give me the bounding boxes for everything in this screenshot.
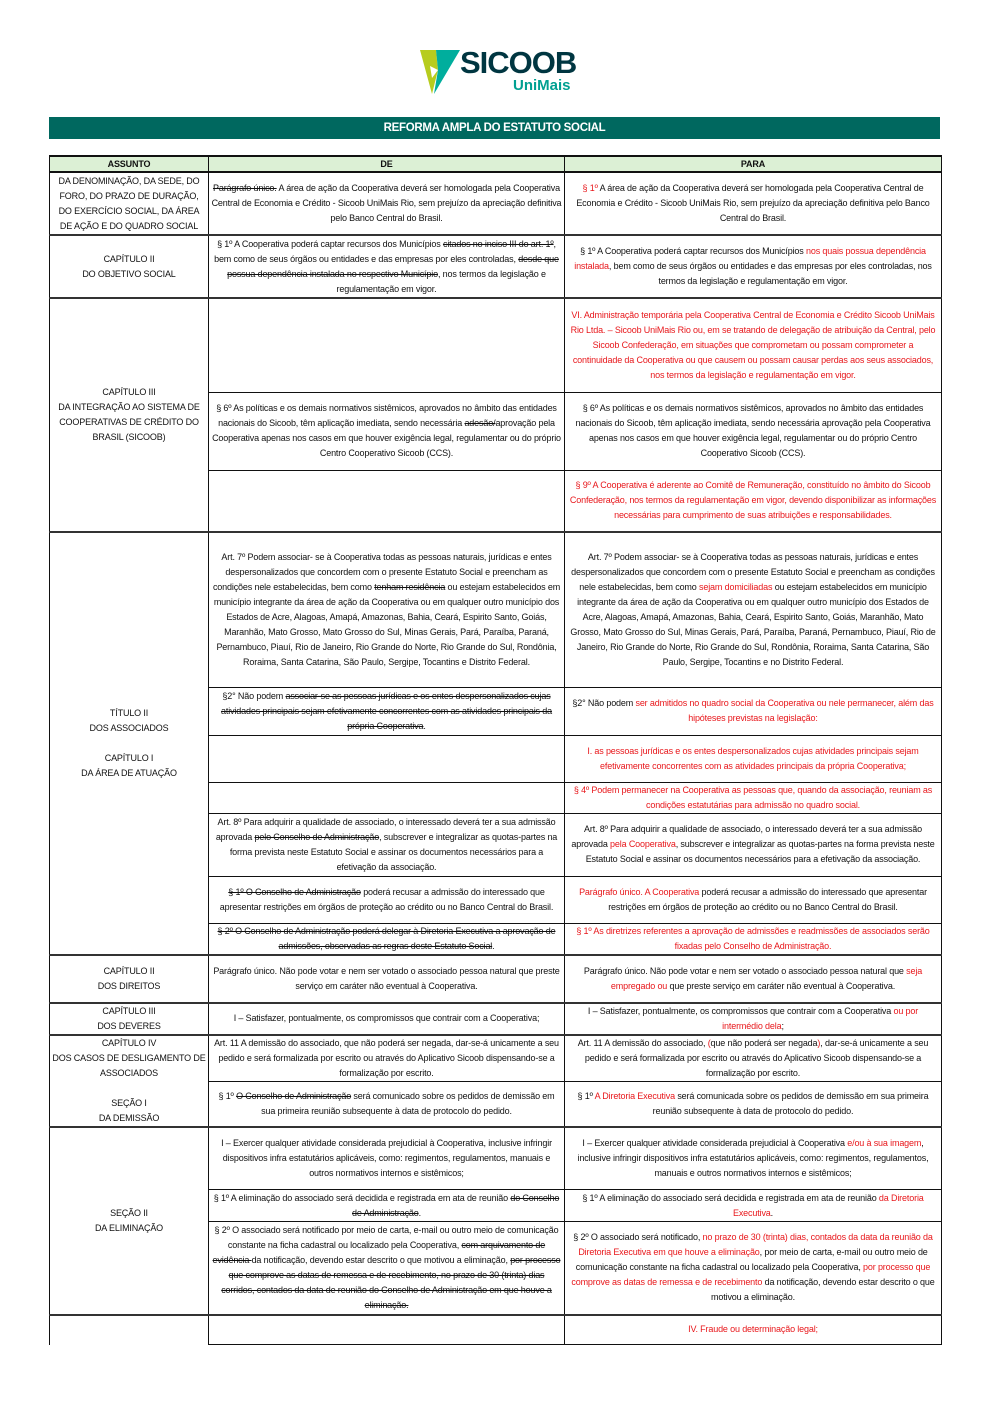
assunto-line: DA INTEGRAÇÃO AO SISTEMA DE COOPERATIVAS DE CRÉDITO DO BRASIL (SICOOB)	[58, 402, 200, 442]
removed-text: Parágrafo único.	[212, 183, 277, 193]
para-cell	[565, 782, 942, 813]
text-segment: ou estejam estabelecidos em município integrante da área de ação da Cooperativa ou em qualquer outro município dos Estados de Acre, Alagoas, Amapá, Amazonas, Bahia, Ceará, Espirito Santo, Goiás, Maranhão, Mato Grosso, Mato Grosso do Sul, Minas Gerais, Pará, Paraíba, Paraná, Pernambuco, Piauí, Rio de Janeiro, Rio Grande do Norte, Rio Grande do Sul, Rondônia, Roraima, Santa Catarina, São Paulo, Sergipe, Tocantins e no Distrito Federal.	[570, 581, 936, 667]
logo-brand: SICOOB	[460, 45, 577, 80]
removed-text: citados no inciso III do art. 1º	[442, 238, 554, 249]
assunto-cell	[50, 1127, 209, 1315]
assunto-cell	[50, 298, 209, 532]
changed-text: § 9º A Cooperativa é aderente ao Comitê de Remuneração, constituído no âmbito do Sicoob Confederação, nos termos da regulamentação em vigor, devendo disponibilizar as informações necessárias para cumprimento de suas atribuições e responsabilidades.	[569, 480, 937, 521]
text-segment: que não poderá ser negada	[710, 1037, 818, 1048]
assunto-line: DA ELIMINAÇÃO	[94, 1222, 164, 1233]
text-segment: , subscrever e integralizar as quotas-partes na forma prevista neste Estatuto Social e assinar os documentos necessários para a efetivação da associação.	[585, 839, 935, 864]
table-row	[50, 1003, 942, 1035]
removed-text: § 2º O Conselho de Administração poderá delegar à Diretoria Executiva a aprovação de admissões, observadas as regras deste Estatuto Social	[217, 925, 556, 951]
de-cell	[209, 782, 565, 813]
changed-text: no prazo de 30 (trinta) dias, contados da data da reunião da Diretoria Executiva em que houve a eliminação	[578, 1232, 933, 1258]
removed-text: associar-se as pessoas jurídicas e os entes despersonalizados cujas atividades principais sejam efetivamente concorrentes com as atividades principais da própria Cooperativa	[221, 690, 552, 731]
text-segment: § 1º	[577, 1090, 595, 1101]
text-segment: , bem como de seus órgãos ou entidades e das empresas por eles controladas, nos termos da legislação e regulamentação em vigor.	[608, 261, 932, 286]
para-cell	[565, 1127, 942, 1190]
assunto-cell	[50, 532, 209, 955]
changed-text: (	[707, 1037, 711, 1048]
para-cell	[565, 1035, 942, 1082]
de-cell	[209, 470, 565, 532]
para-cell	[565, 298, 942, 392]
para-cell	[565, 532, 942, 687]
text-segment: .	[423, 720, 426, 731]
text-segment: §2° Não podem	[222, 690, 286, 701]
changed-text: )	[817, 1037, 821, 1048]
de-cell	[209, 298, 565, 392]
de-cell	[209, 1035, 565, 1082]
changed-text: da Diretoria Executiva	[732, 1192, 924, 1218]
para-cell	[565, 735, 942, 782]
text-segment: será comunicada sobre os pedidos de demissão em sua primeira reunião subsequente à data de protocolo do pedido.	[652, 1090, 929, 1116]
para-cell	[565, 1082, 942, 1127]
text-segment: Art. 8º Para adquirir a qualidade de associado, o interessado deverá ter a sua admissão aprovada	[215, 816, 556, 842]
de-cell	[209, 687, 565, 735]
text-segment: § 1º A eliminação do associado será decidida e registrada em ata de reunião	[582, 1192, 879, 1203]
assunto-line: DA ÁREA DE ATUAÇÃO	[81, 767, 177, 778]
changed-text: pela Cooperativa	[610, 839, 676, 849]
assunto-line: DOS DEVERES	[97, 1020, 161, 1031]
text-segment: Parágrafo único. Não pode votar e nem ser votado o associado pessoa natural que preste serviço em caráter não eventual à Cooperativa.	[213, 965, 560, 991]
removed-text: tenham residência	[374, 581, 446, 592]
assunto-line: TÍTULO II	[109, 707, 149, 718]
assunto-line: CAPÍTULO III	[102, 387, 156, 397]
assunto-line: DA DEMISSÃO	[98, 1112, 160, 1123]
text-segment: § 1º	[218, 1090, 237, 1101]
removed-text: por processo que comprove as datas de remessa e de recebimento, no prazo de 30 (trinta) dias corridos, contados da data de reunião do Conselho de Administração em que houve a eliminação.	[221, 1254, 561, 1310]
assunto-line: DOS CASOS DE DESLIGAMENTO DE ASSOCIADOS	[52, 1052, 206, 1078]
table-body	[50, 172, 942, 1345]
para-cell	[565, 1003, 942, 1035]
text-segment: Art. 11 A demissão do associado,	[577, 1037, 708, 1048]
column-header-assunto: ASSUNTO	[50, 156, 209, 172]
text-segment: § 1º A Cooperativa poderá captar recursos dos Municípios	[217, 238, 443, 249]
de-cell	[209, 876, 565, 923]
assunto-line: CAPÍTULO III	[102, 1005, 156, 1016]
assunto-cell	[50, 1035, 209, 1127]
removed-text: O Conselho de Administração	[236, 1090, 352, 1101]
changed-text: nos quais possua dependência instalada	[574, 246, 926, 271]
de-cell	[209, 1127, 565, 1190]
text-segment: , nos termos da legislação e regulamentação em vigor.	[336, 268, 546, 294]
column-header-de: DE	[209, 156, 565, 172]
changed-text: I. as pessoas jurídicas e os entes despersonalizados cujas atividades principais sejam efetivamente concorrentes com as atividades principais da própria Cooperativa;	[587, 745, 919, 771]
table-row	[50, 298, 942, 392]
de-cell	[209, 735, 565, 782]
table-row	[50, 532, 942, 687]
assunto-cell	[50, 172, 209, 235]
text-segment: .	[418, 1207, 421, 1218]
para-cell	[565, 392, 942, 470]
de-cell	[209, 955, 565, 1003]
para-cell	[565, 687, 942, 735]
para-cell	[565, 235, 942, 298]
text-segment: ;	[781, 1020, 784, 1031]
text-segment: I – Exercer qualquer atividade considerada prejudicial à Cooperativa	[582, 1137, 848, 1148]
assunto-line: DO OBJETIVO SOCIAL	[82, 268, 176, 279]
assunto-line: DOS DIREITOS	[97, 980, 161, 991]
changed-text: Parágrafo único. A Cooperativa	[579, 886, 700, 897]
removed-text: adesão/	[464, 418, 496, 428]
assunto-cell	[50, 1315, 209, 1345]
text-segment: poderá recusar a admissão do interessado que apresentar restrições em órgãos de proteção ao crédito ou no Banco Central do Brasil.	[219, 886, 554, 912]
removed-text: § 1º O Conselho de Administração	[228, 886, 361, 897]
changed-text: § 4º Podem permanecer na Cooperativa as pessoas que, quando da associação, reuniam as condições estatutárias para admissão no quadro social.	[573, 784, 933, 810]
de-cell	[209, 1222, 565, 1315]
assunto-line	[52, 1081, 206, 1096]
changed-text: § 1º As diretrizes referentes a aprovação de admissões e readmissões de associados serão fixadas pelo Conselho de Administração.	[576, 925, 930, 951]
assunto-line: SEÇÃO I	[111, 1097, 147, 1108]
changed-text: VI. Administração temporária pela Cooperativa Central de Economia e Crédito Sicoob UniMais Rio Ltda. – Sicoob UniMais Rio ou, em se tratando de delegação de atribuição da Central, pelo Sicoob Confederação, em situações que comprometam ou possam comprometer a continuidade da Cooperativa ou que causem ou possam causar perdas aos seus associados, nos termos da legislação e regulamentação em vigor.	[570, 309, 936, 380]
assunto-line: SEÇÃO II	[110, 1207, 148, 1218]
text-segment: , subscrever e integralizar as quotas-partes na forma prevista neste Estatuto Social e assinar os documentos necessários para a efetivação da associação.	[229, 831, 558, 872]
de-cell	[209, 813, 565, 876]
text-segment: .	[492, 940, 495, 951]
removed-text: pelo Conselho de Administração	[254, 831, 380, 842]
changed-text: ou por intermédio dela	[722, 1005, 919, 1031]
assunto-line: CAPÍTULO I	[104, 752, 154, 763]
text-segment: I – Satisfazer, pontualmente, os compromissos que contrair com a Cooperativa	[587, 1005, 894, 1016]
changed-text: IV. Fraude ou determinação legal;	[688, 1324, 818, 1335]
text-segment: , bem como de seus órgãos ou entidades e das empresas por eles controladas,	[214, 238, 556, 264]
text-segment: A área de ação da Cooperativa deverá ser homologada pela Cooperativa Central de Economia e Crédito - Sicoob UniMais Rio, sem prejuízo da apreciação definitiva pelo Banco Central do Brasil.	[576, 183, 930, 223]
changed-text: A Diretoria Executiva	[594, 1090, 675, 1101]
de-cell	[209, 923, 565, 955]
text-segment: da notificação, devendo estar descrito o que motivou a eliminação.	[711, 1277, 935, 1303]
changed-text: e/ou à sua imagem	[847, 1137, 922, 1148]
text-segment: da notificação, devendo estar descrito o que motivou a eliminação,	[251, 1254, 511, 1265]
de-cell	[209, 1190, 565, 1222]
de-cell	[209, 1003, 565, 1035]
text-segment: poderá recusar a admissão do interessado que apresentar restrições em órgãos de proteção ao crédito ou no Banco Central do Brasil.	[608, 886, 927, 912]
assunto-line: CAPÍTULO II	[103, 253, 155, 264]
assunto-cell	[50, 1003, 209, 1035]
text-segment: aprovação pela Cooperativa apenas nos casos em que houver exigência legal, regulamentar ou do próprio Centro Cooperativo Sicoob (CCS).	[212, 418, 561, 458]
logo-subbrand: UniMais	[513, 77, 571, 94]
text-segment: § 2º O associado será notificado,	[573, 1232, 703, 1243]
text-segment: .	[770, 1207, 774, 1218]
assunto-cell	[50, 955, 209, 1003]
text-segment: § 6º As políticas e os demais normativos sistêmicos, aprovados no âmbito das entidades nacionais do Sicoob, têm aplicação imediata, sendo necessária	[216, 403, 557, 428]
text-segment: Art. 8º Para adquirir a qualidade de associado, o interessado deverá ter a sua admissão aprovada	[571, 824, 922, 849]
sicoob-unimais-logo	[420, 46, 580, 98]
para-cell	[565, 1315, 942, 1345]
text-segment: § 2º O associado será notificado por meio de carta, e-mail ou outro meio de comunicação constante na ficha cadastral ou localizado pela Cooperativa,	[214, 1224, 559, 1250]
assunto-line	[52, 736, 206, 751]
para-cell	[565, 1190, 942, 1222]
assunto-line: DOS ASSOCIADOS	[89, 722, 169, 733]
text-segment: Art. 7º Podem associar- se à Cooperativa todas as pessoas naturais, jurídicas e entes despersonalizados que concordem com o presente Estatuto Social e preencham as condições nele estabelecidas, bem como	[571, 551, 935, 592]
para-cell	[565, 172, 942, 235]
para-cell	[565, 876, 942, 923]
comparison-table	[49, 155, 942, 1345]
text-segment: § 6º As políticas e os demais normativos sistêmicos, aprovados no âmbito das entidades nacionais do Sicoob, têm aplicação imediata, sendo necessária aprovação pela Cooperativa apenas nos casos em que houver exigência legal, regulamentar ou do próprio Centro Cooperativo Sicoob (CCS).	[575, 403, 931, 458]
removed-text: do Conselho de Administração	[352, 1192, 560, 1218]
table-row	[50, 1315, 942, 1345]
changed-text: sejam domiciliadas	[699, 581, 773, 592]
para-cell	[565, 1222, 942, 1315]
assunto-line: CAPÍTULO II	[103, 965, 155, 976]
text-segment: Art. 11 A demissão do associado, que não poderá ser negada, dar-se-á unicamente a seu pedido e será formalizada por escrito ou através do Aplicativo Sicoob dispensando-se a formalização por escrito.	[214, 1037, 559, 1078]
text-segment: será comunicado sobre os pedidos de demissão em sua primeira reunião subsequente à data de protocolo do pedido.	[261, 1090, 555, 1116]
sicoob-v-icon	[420, 48, 460, 96]
text-segment: §2° Não podem	[572, 698, 636, 708]
text-segment: , dar-se-á unicamente a seu pedido e será formalizada por escrito ou através do Aplicativo Sicoob dispensando-se a formalização por escrito.	[584, 1037, 929, 1078]
text-segment: § 1º A Cooperativa poderá captar recursos dos Municípios	[580, 246, 806, 256]
column-header-para: PARA	[565, 156, 942, 172]
text-segment: I – Exercer qualquer atividade considerada prejudicial à Cooperativa, inclusive infringir dispositivos infra estatutários aplicáveis, como: regimentos, regulamentos, manuais e outros normativos internos e sistêmicos;	[221, 1137, 552, 1178]
table-header-row	[50, 156, 942, 172]
assunto-cell	[50, 235, 209, 298]
de-cell	[209, 532, 565, 687]
document-title: REFORMA AMPLA DO ESTATUTO SOCIAL	[49, 117, 940, 139]
table-row	[50, 235, 942, 298]
table-row	[50, 172, 942, 235]
removed-text: com arquivamento de evidência	[212, 1239, 546, 1265]
para-cell	[565, 923, 942, 955]
table-row	[50, 955, 942, 1003]
text-segment: , inclusive infringir dispositivos infra estatutários aplicáveis, como: regimentos, regulamentos, manuais e outros normativos internos e sistêmicos;	[577, 1137, 929, 1178]
text-segment: que preste serviço em caráter não eventual à Cooperativa.	[667, 980, 896, 991]
table-row	[50, 1127, 942, 1190]
assunto-line: DA DENOMINAÇÃO, DA SEDE, DO FORO, DO PRAZO DE DURAÇÃO, DO EXERCÍCIO SOCIAL, DA ÁREA DE AÇÃO E DO QUADRO SOCIAL	[58, 175, 200, 231]
removed-text: desde que possua dependência instalada no respectivo Município	[227, 253, 559, 279]
assunto-line: CAPÍTULO IV	[101, 1037, 157, 1048]
text-segment: , por meio de carta, e-mail ou outro meio de comunicação constante na ficha cadastral ou localizado pela Cooperativa,	[575, 1247, 928, 1273]
changed-text: ser admitidos no quadro social da Cooperativa ou nele permanecer, além das hipóteses previstas na legislação:	[635, 698, 934, 723]
text-segment: § 1º A eliminação do associado será decidida e registrada em ata de reunião	[213, 1192, 511, 1203]
de-cell	[209, 172, 565, 235]
changed-text: § 1º	[582, 183, 598, 193]
changed-text: seja empregado ou	[610, 965, 923, 991]
changed-text: por processo que comprove as datas de remessa e de recebimento	[571, 1262, 931, 1288]
text-segment: A área de ação da Cooperativa deverá ser homologada pela Cooperativa Central de Economia e Crédito - Sicoob UniMais Rio, sem prejuízo da apreciação definitiva pelo Banco Central do Brasil.	[211, 183, 562, 223]
de-cell	[209, 1082, 565, 1127]
text-segment: I – Satisfazer, pontualmente, os compromissos que contrair com a Cooperativa;	[233, 1013, 540, 1023]
table-row	[50, 1035, 942, 1082]
text-segment: Art. 7º Podem associar- se à Cooperativa todas as pessoas naturais, jurídicas e entes despersonalizados que concordem com o presente Estatuto Social e preencham as condições nele estabelecidas, bem como	[212, 551, 552, 592]
text-segment: ou estejam estabelecidos em município integrante da área de ação da Cooperativa ou em qualquer outro município dos Estados de Acre, Alagoas, Amapá, Amazonas, Bahia, Ceará, Espirito Santo, Goiás, Maranhão, Mato Grosso, Mato Grosso do Sul, Minas Gerais, Pará, Paraíba, Paraná, Pernambuco, Piauí, Rio de Janeiro, Rio Grande do Norte, Rio Grande do Sul, Rondônia, Roraima, Santa Catarina, São Paulo, Sergipe, Tocantins e Distrito Federal.	[213, 581, 561, 667]
para-cell	[565, 470, 942, 532]
de-cell	[209, 1315, 565, 1345]
de-cell	[209, 392, 565, 470]
text-segment: Parágrafo único. Não pode votar e nem ser votado o associado pessoa natural que	[583, 965, 907, 976]
de-cell	[209, 235, 565, 298]
para-cell	[565, 813, 942, 876]
para-cell	[565, 955, 942, 1003]
